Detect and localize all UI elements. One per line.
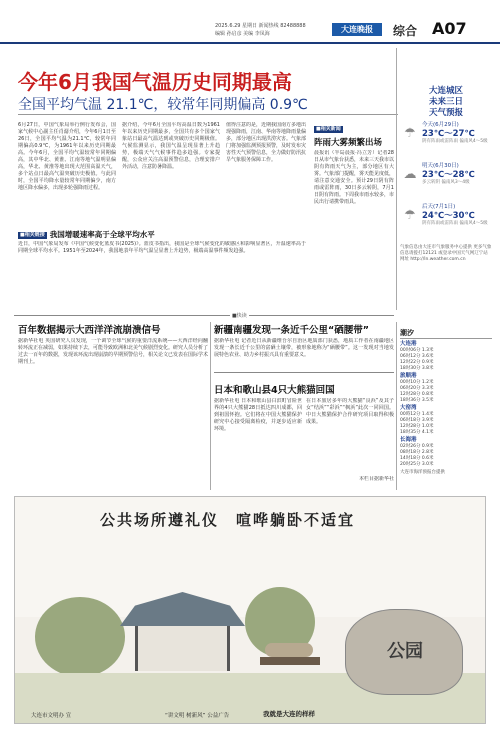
tide-group-2 — [400, 373, 492, 404]
cloud-rain-icon: ☂ — [404, 208, 416, 223]
masthead-meta — [215, 22, 306, 38]
weather-day-today — [400, 122, 492, 160]
ad-title: 公共场所遵礼仪 喧哗躺卧不适宜 — [100, 511, 356, 529]
story1-text: 据新华社电 英国研究人员发现，一个调节全球气候的重要洋流系统——大西洋经向翻转环流正在减弱，如果持续下去，可能导致欧洲和北美气候剧烈变化。研究人员分析了过去一百年的数据，发现该环流出现崩溃的早期预警信号，相关论文已发表在国际学术期刊上。 — [18, 338, 208, 365]
lead-article-col3: 值得注意的是，近期我国南方多地出现强降雨，江南、华南等地降雨量偏多，部分地区出现洪涝灾害。气象部门将加强监测预报预警，及时发布灾害性天气预警信息，全力做好防汛抗旱气象服务保障工作。 — [226, 122, 306, 163]
weather-subtitle-2: 天气预报 — [428, 108, 463, 118]
tide-row: 18时36分 3.5米 — [400, 398, 434, 403]
tide-row: 18时30分 3.8米 — [400, 366, 434, 371]
main-headline: 今年6月我国气温历史同期最高 — [18, 70, 292, 94]
tide-row: 12时28分 1.0米 — [400, 424, 434, 429]
tide-row: 12时28分 0.8米 — [400, 392, 434, 397]
weather-date: 后天(7月1日) — [422, 204, 456, 210]
tide-row: 20时25分 3.0米 — [400, 462, 434, 467]
cloud-rain-icon: ☂ — [404, 126, 416, 141]
weather-desc: 阴有阵雨或雷阵雨 偏南风4～5级 — [422, 139, 488, 144]
story-source: 本栏目据新华社 — [358, 476, 394, 482]
tree-illustration — [35, 597, 125, 677]
story-divider — [210, 322, 211, 490]
tide-group-4 — [400, 437, 492, 468]
editor-line: 编辑 孙启彦 美编 李凤海 — [215, 31, 270, 37]
brief-divider — [14, 315, 394, 316]
tide-row: 14时18分 0.6米 — [400, 456, 434, 461]
story2-text: 据新华社电 记者近日从新疆维吾尔自治区地质部门获悉，地质工作者在南疆地区发现一条长近千公里的富硒土壤带，被形象地称为“硒腰带”。这一发现对当地发展特色农业、助力乡村振兴具有重要意义。 — [214, 338, 394, 358]
lead-article-col2: 据介绍，今年6月全国平均高温日数为1961年以来历史同期最多，全国共有多个国家气象站日最高气温达到或突破历史同期极值。气候监测显示，我国气温呈现显著上升趋势，极端天气气候事件趋多趋强。专家提醒，公众应关注高温预警信息，合理安排户外活动，注意防暑降温。 — [122, 122, 220, 170]
related-news-text: 晨报讯（半岛晨报·冯立芳）记者28日从市气象台获悉，未来三天我市以阴有阵雨天气为主，部分地区有大雾。气象部门提醒，雾天能见度低，请注意交通安全。预计29日阴有阵雨或雷阵雨，30日多云转阴，7月1日阴有阵雨。下周我市雨水较多，市民出行请携带雨具。 — [314, 150, 394, 205]
lying-person-illustration — [265, 643, 313, 657]
masthead — [0, 0, 500, 44]
weather-city: 大连城区 — [428, 86, 463, 96]
tide-group-name: 大连港 — [400, 341, 417, 347]
page-number: A07 — [432, 19, 467, 38]
public-service-ad — [14, 496, 486, 724]
ad-credit-sponsor: 大连市文明办 宣 — [31, 713, 72, 719]
related-link-head — [18, 229, 155, 240]
tide-group-name: 大窑湾 — [400, 405, 417, 411]
weather-footer: 气象信息由大连市气象服务中心提供 更多气象信息请拨打12121 或登录中国天气网辽宁站 网址 http://ln.weather.com.cn — [400, 245, 492, 262]
pavilion-illustration — [135, 626, 230, 671]
weather-desc: 多云转阴 偏南风3～4级 — [422, 180, 470, 185]
story2-title: 新疆南疆发现一条近千公里“硒腰带” — [214, 325, 369, 336]
related-link-text: 近日，中国气象局发布《中国气候变化蓝皮书(2025)》。蓝皮书指出，我国是全球气候变化的敏感区和影响显著区，升温速率高于同期全球平均水平。1951年至2024年，我国地表年平均气温呈显著上升趋势，极端高温事件频发趋强。 — [18, 241, 306, 254]
related-news-tag-label: ■相关新闻 — [316, 125, 341, 132]
issue-date-line: 2025.6.29 星期日 新闻热线 82488888 — [215, 23, 306, 29]
related-link-title: 我国增暖速率高于全球平均水平 — [49, 230, 155, 239]
main-subhead: 全国平均气温 21.1℃，较常年同期偏高 0.9℃ — [18, 97, 308, 113]
tide-group-1 — [400, 341, 492, 372]
lead-article-col1: 6月27日，中国气象局举行例行发布会，国家气候中心副主任肖潺介绍，今年6月1日至26日，全国平均气温为21.1℃，较常年同期偏高0.9℃，为1961年以来历史同期最高。今年6月，全国平均气温较常年同期偏高，其中华北、黄淮、江南等地气温明显偏高，华北、黄淮等地出现大范围高温天气，多个站点日最高气温突破历史极值。与此同时，全国平均降水量较常年同期偏少，南方地区降水偏多，出现多轮强降雨过程。 — [18, 122, 116, 191]
tide-row: 06时18分 3.9米 — [400, 418, 434, 423]
weather-temp: 24℃～30℃ — [422, 211, 475, 221]
ad-credit-slogan: 我就是大连的样样 — [263, 710, 315, 718]
story3-text-cont: 在日本旅居多年的大熊猫“良浜”及其子女“结浜”“彩浜”“枫浜”此次一同回国。中日大熊猫保护合作研究项目取得积极成果。 — [306, 398, 394, 425]
story3-rule — [214, 372, 394, 373]
story3-text: 据新华社电 日本和歌山县白滨町冒险世界的4只大熊猫28日抵达四川成都，回到祖国怀抱。它们将在中国大熊猫保护研究中心接受隔离检疫，并逐步适应新环境。 — [214, 398, 302, 432]
tide-row: 00时10分 1.2米 — [400, 380, 434, 385]
tide-row: 00時12分 1.4米 — [400, 412, 434, 417]
newspaper-logo: 大连晚报 — [332, 23, 382, 36]
weather-temp: 23℃～27℃ — [422, 129, 475, 139]
bench-illustration — [260, 657, 320, 665]
column-divider — [396, 48, 397, 310]
weather-subtitle: 未来三日 — [428, 97, 463, 107]
weather-date: 明天(6月30日) — [422, 163, 459, 169]
related-link-tag: ■相关链接 — [20, 231, 45, 238]
story3-title: 日本和歌山县4只大熊猫回国 — [214, 385, 335, 396]
tide-row: 06时12分 3.6米 — [400, 354, 434, 359]
tide-group-3 — [400, 405, 492, 436]
tide-row: 06时20分 3.3米 — [400, 386, 434, 391]
tide-table — [400, 328, 492, 496]
section-name: 综合 — [393, 24, 418, 38]
weather-temp: 23℃～28℃ — [422, 170, 475, 180]
weather-desc: 阴有阵雨或雷阵雨 偏南风4～5级 — [422, 221, 488, 226]
right-column-divider — [396, 322, 397, 490]
related-news-tag — [314, 124, 346, 133]
tide-row: 00时06分 1.3米 — [400, 348, 434, 353]
headline-rule — [18, 114, 398, 115]
weather-forecast — [400, 86, 492, 308]
story1-title: 百年数据揭示大西洋洋流崩溃信号 — [18, 325, 161, 336]
weather-day-tomorrow — [400, 163, 492, 201]
tide-group-name: 旅顺港 — [400, 373, 417, 379]
brief-label: ■快读 — [232, 313, 247, 319]
related-news-title: 阵雨大雾频繁出场 — [314, 138, 383, 148]
tide-group-name: 长海港 — [400, 437, 417, 443]
weather-day-after — [400, 204, 492, 242]
weather-date: 今天(6月29日) — [422, 122, 459, 128]
tide-row: 12时22分 0.9米 — [400, 360, 434, 365]
tide-row: 18时35分 4.1米 — [400, 430, 434, 435]
tide-footer: 大连市海洋预报台提供 — [400, 470, 445, 475]
ad-credit-campaign: “讲文明 树新风” 公益广告 — [165, 713, 230, 719]
tide-row: 02时26分 0.9米 — [400, 444, 434, 449]
rock-inscription: 公园 — [387, 641, 423, 662]
tide-title: 潮汐 — [400, 328, 492, 339]
cloud-icon: ☁ — [403, 167, 417, 182]
tide-row: 08时18分 2.8米 — [400, 450, 434, 455]
